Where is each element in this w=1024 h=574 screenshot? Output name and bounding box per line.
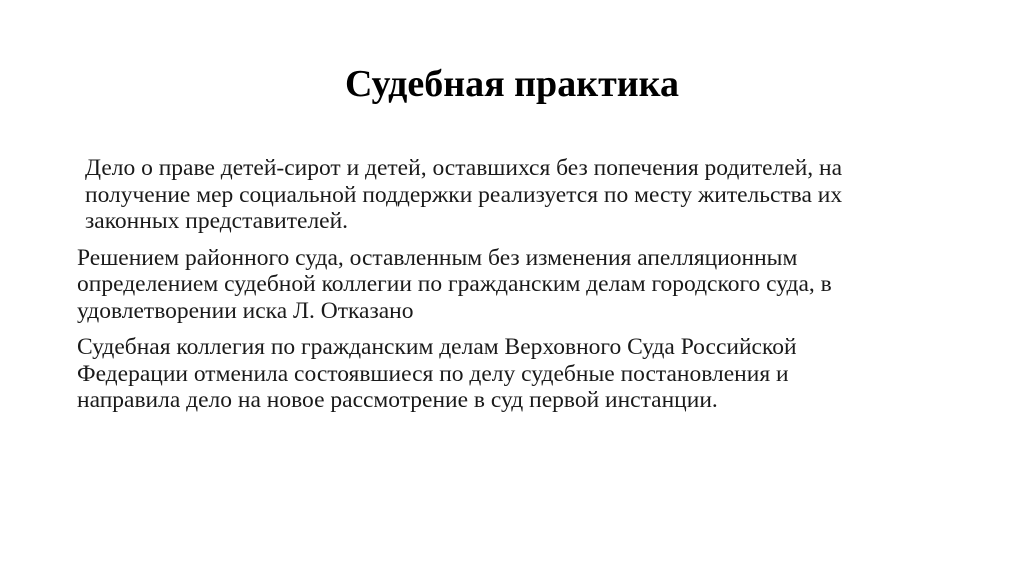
- paragraph-line: Федерации отменила состоявшиеся по делу судебные постановления и: [77, 360, 789, 387]
- paragraph-line: получение мер социальной поддержки реализуется по месту жительства их: [85, 181, 843, 208]
- paragraph-line: удовлетворении иска Л. Отказано: [77, 297, 414, 324]
- slide-body: [77, 155, 957, 424]
- paragraph-line: определением судебной коллегии по гражданским делам городского суда, в: [77, 271, 832, 297]
- paragraph-supreme-court-ruling: [77, 334, 957, 414]
- slide-title: Судебная практика: [345, 63, 679, 105]
- paragraph-line: направила дело на новое рассмотрение в суд первой инстанции.: [77, 387, 718, 413]
- paragraph-case-description: [77, 155, 957, 235]
- paragraph-district-court-decision: [77, 245, 957, 325]
- paragraph-line: Дело о праве детей-сирот и детей, оставшихся без попечения родителей, на: [85, 155, 843, 181]
- paragraph-line: законных представителей.: [85, 208, 349, 234]
- paragraph-line: Решением районного суда, оставленным без изменения апелляционным: [77, 244, 798, 271]
- paragraph-line: Судебная коллегия по гражданским делам Верховного Суда Российской: [77, 334, 797, 360]
